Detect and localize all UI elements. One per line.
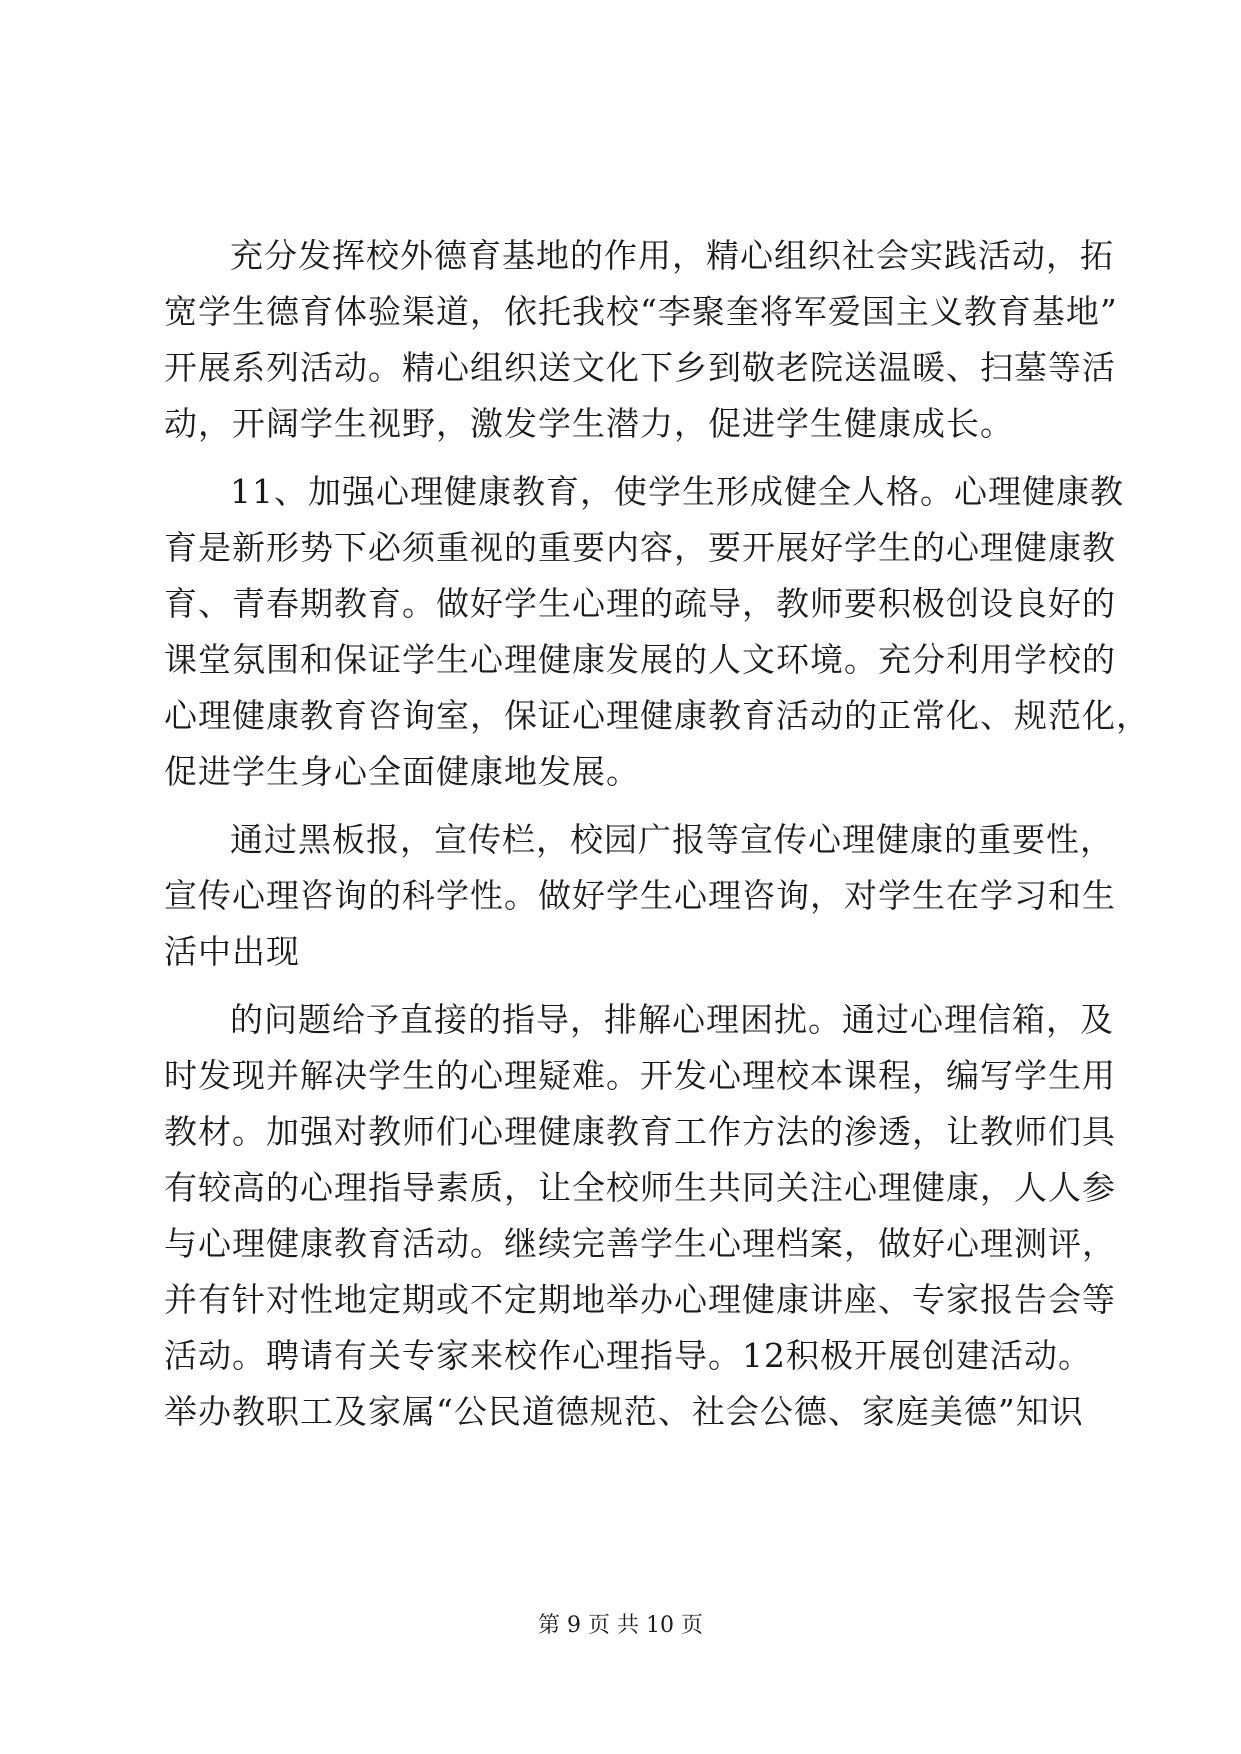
page-number-footer: 第 9 页 共 10 页 xyxy=(538,1613,703,1638)
text-line: 促进学生身心全面健康地发展。 xyxy=(164,752,640,791)
text-line: 举办教职工及家属“公民道德规范、社会公德、家庭美德”知识 xyxy=(164,1392,1084,1431)
paragraph xyxy=(164,992,1116,1440)
text-line: 活动。聘请有关专家来校作心理指导。12积极开展创建活动。 xyxy=(164,1336,1092,1375)
text-line: 心理健康教育咨询室，保证心理健康教育活动的正常化、规范化， xyxy=(164,696,1150,735)
text-line: 宣传心理咨询的科学性。做好学生心理咨询，对学生在学习和生 xyxy=(164,876,1116,915)
text-line: 课堂氛围和保证学生心理健康发展的人文环境。充分利用学校的 xyxy=(164,640,1116,679)
text-line: 并有针对性地定期或不定期地举办心理健康讲座、专家报告会等 xyxy=(164,1280,1116,1319)
text-line: 11、加强心理健康教育，使学生形成健全人格。心理健康教 xyxy=(230,472,1124,511)
text-line: 与心理健康教育活动。继续完善学生心理档案，做好心理测评， xyxy=(164,1224,1116,1263)
text-line: 时发现并解决学生的心理疑难。开发心理校本课程，编写学生用 xyxy=(164,1056,1116,1095)
paragraph xyxy=(164,464,1150,800)
document-body xyxy=(164,228,1150,1440)
text-line: 育是新形势下必须重视的重要内容，要开展好学生的心理健康教 xyxy=(164,528,1116,567)
text-line: 活中出现 xyxy=(164,932,300,971)
paragraph xyxy=(164,812,1116,980)
text-line: 通过黑板报，宣传栏，校园广报等宣传心理健康的重要性， xyxy=(230,820,1114,859)
text-line: 宽学生德育体验渠道，依托我校“李聚奎将军爱国主义教育基地” xyxy=(164,292,1118,331)
text-line: 有较高的心理指导素质，让全校师生共同关注心理健康，人人参 xyxy=(164,1168,1116,1207)
text-line: 育、青春期教育。做好学生心理的疏导，教师要积极创设良好的 xyxy=(164,584,1116,623)
paragraph xyxy=(164,228,1118,452)
text-line: 的问题给予直接的指导，排解心理困扰。通过心理信箱，及 xyxy=(230,1000,1114,1039)
text-line: 动，开阔学生视野，激发学生潜力，促进学生健康成长。 xyxy=(164,404,1014,443)
text-line: 开展系列活动。精心组织送文化下乡到敬老院送温暖、扫墓等活 xyxy=(164,348,1116,387)
text-line: 充分发挥校外德育基地的作用，精心组织社会实践活动，拓 xyxy=(230,236,1114,275)
text-line: 教材。加强对教师们心理健康教育工作方法的渗透，让教师们具 xyxy=(164,1112,1116,1151)
